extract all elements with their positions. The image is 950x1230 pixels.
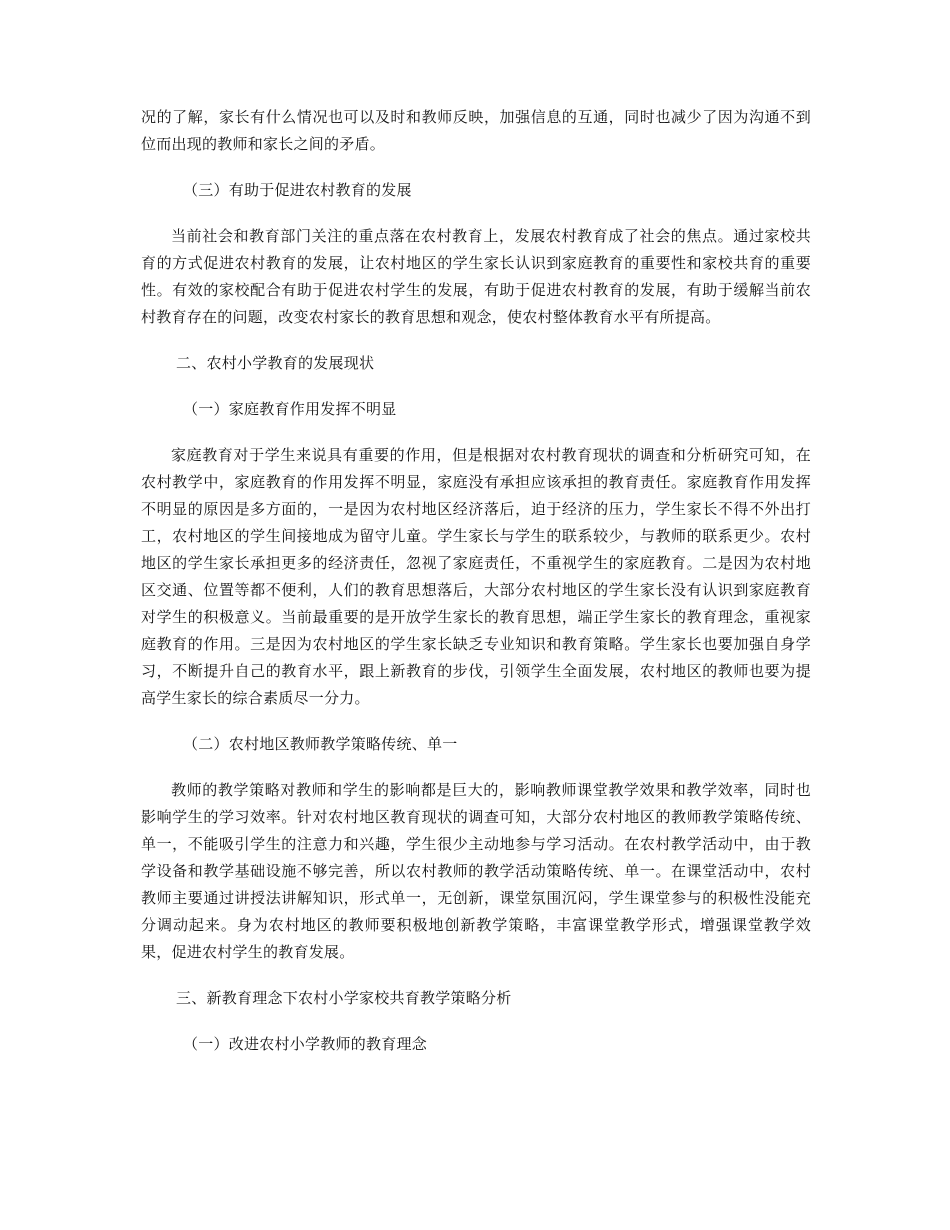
section-heading-3-1: （一）改进农村小学教师的教育理念 xyxy=(183,1035,428,1053)
paragraph-teaching-strategy: 教师的教学策略对教师和学生的影响都是巨大的，影响教师课堂教学效果和教学效率，同时也影响学生的学习效率。针对农村地区教育现状的调查可知，大部分农村地区的教师教学策略传统、单一，不能吸引学生的注意力和兴趣，学生很少主动地参与学习活动。在农村教学活动中，由于教学设备和教学基础设施不够完善，所以农村教师的教学活动策略传统、单一。在课堂活动中，农村教师主要通过讲授法讲解知识，形式单一，无创新，课堂氛围沉闷，学生课堂参与的积极性没能充分调动起来。身为农村地区的教师要积极地创新教学策略，丰富课堂教学形式，增强课堂教学效果，促进农村学生的教育发展。 xyxy=(141,781,811,961)
chapter-heading-2: 二、农村小学教育的发展现状 xyxy=(176,354,375,372)
section-heading-2-2: （二）农村地区教师教学策略传统、单一 xyxy=(183,735,458,753)
chapter-heading-3: 三、新教育理念下农村小学家校共育教学策略分析 xyxy=(176,989,512,1007)
document-page xyxy=(141,104,811,1058)
paragraph-rural-education: 当前社会和教育部门关注的重点落在农村教育上，发展农村教育成了社会的焦点。通过家校共育的方式促进农村教育的发展，让农村地区的学生家长认识到家庭教育的重要性和家校共育的重要性。有效的家校配合有助于促进农村学生的发展，有助于促进农村教育的发展，有助于缓解当前农村教育存在的问题，改变农村家长的教育思想和观念，使农村整体教育水平有所提高。 xyxy=(141,227,811,326)
paragraph-family-education: 家庭教育对于学生来说具有重要的作用，但是根据对农村教育现状的调查和分析研究可知，在农村教学中，家庭教育的作用发挥不明显，家庭没有承担应该承担的教育责任。家庭教育作用发挥不明显的原因是多方面的，一是因为农村地区经济落后，迫于经济的压力，学生家长不得不外出打工，农村地区的学生间接地成为留守儿童。学生家长与学生的联系较少，与教师的联系更少。农村地区的学生家长承担更多的经济责任，忽视了家庭责任，不重视学生的家庭教育。二是因为农村地区交通、位置等都不便利，人们的教育思想落后，大部分农村地区的学生家长没有认识到家庭教育对学生的积极意义。当前最重要的是开放学生家长的教育思想，端正学生家长的教育理念，重视家庭教育的作用。三是因为农村地区的学生家长缺乏专业知识和教育策略。学生家长也要加强自身学习，不断提升自己的教育水平，跟上新教育的步伐，引领学生全面发展，农村地区的教师也要为提高学生家长的综合素质尽一分力。 xyxy=(141,446,811,707)
section-heading-3-3: （三）有助于促进农村教育的发展 xyxy=(183,181,412,199)
section-heading-2-1: （一）家庭教育作用发挥不明显 xyxy=(183,400,397,418)
paragraph-continuation: 况的了解，家长有什么情况也可以及时和教师反映，加强信息的互通，同时也减少了因为沟通不到位而出现的教师和家长之间的矛盾。 xyxy=(141,108,811,153)
